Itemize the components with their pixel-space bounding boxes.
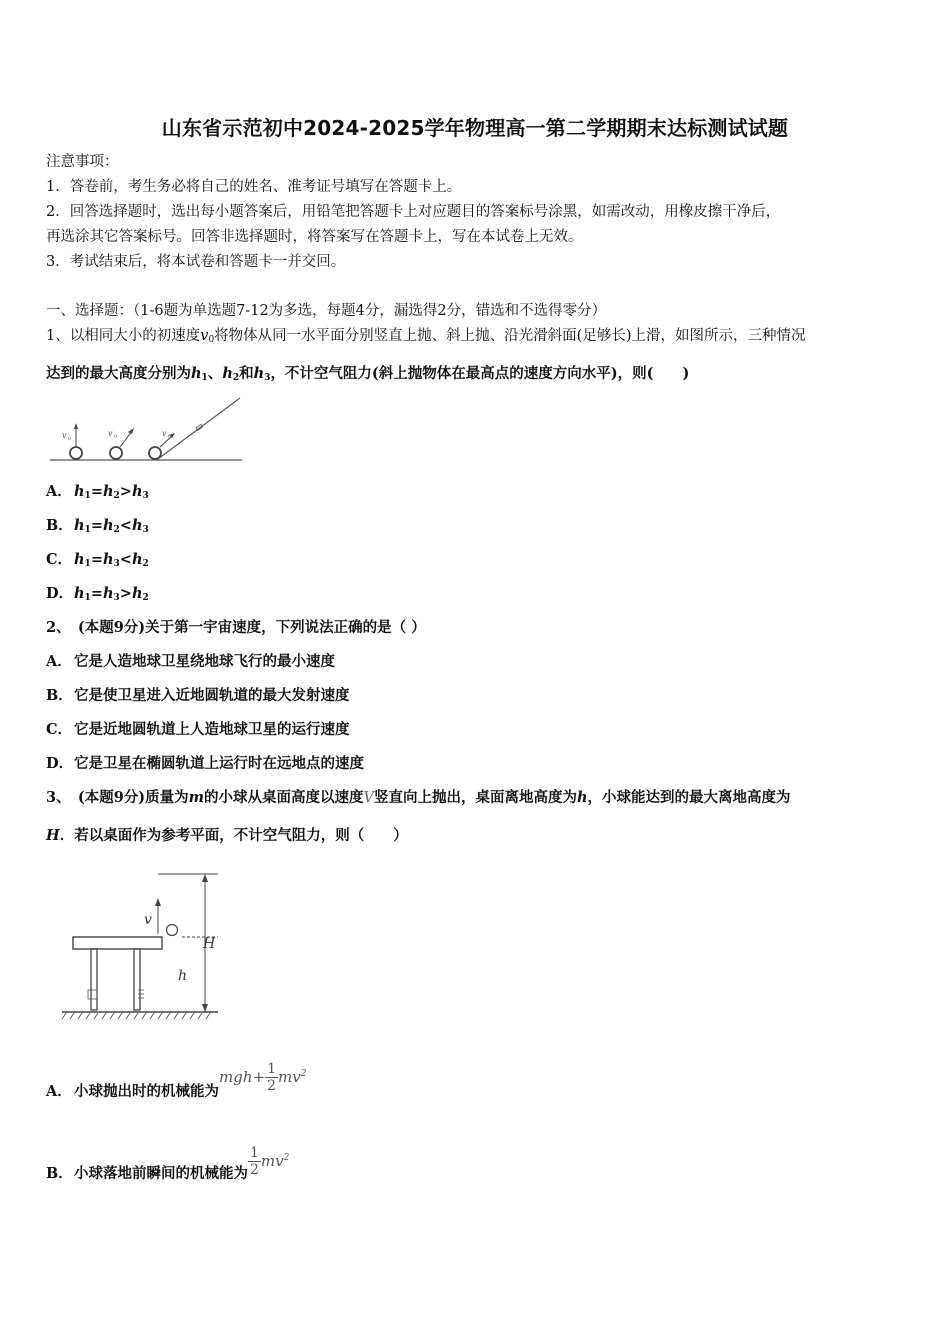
q1-stem-line1: 1、以相同大小的初速度$v_0$将物体从同一水平面分别竖直上抛、斜上抛、沿光滑斜面(足够长)上滑，如图所示，三种情况 xyxy=(46,328,806,345)
q3-figure xyxy=(58,866,228,1022)
q2-option-d: D．它是卫星在椭圆轨道上运行时在远地点的速度 xyxy=(46,755,364,772)
q3-option-b: B．小球落地前瞬间的机械能为 $\frac{1}{2}$ $mv^2$ xyxy=(46,1145,290,1182)
q2-stem: 2、 (本题9分)关于第一宇宙速度，下列说法正确的是（ ） xyxy=(46,619,426,636)
q1-option-b: B．$h_1=h_2<h_3$ xyxy=(46,517,149,535)
v0-label-sub: 0 xyxy=(168,434,172,440)
v0-label-sub: 0 xyxy=(68,436,72,442)
v0-label: v xyxy=(62,431,67,440)
q1-figure xyxy=(48,396,248,466)
v0-label: v xyxy=(162,429,167,438)
notice-heading: 注意事项： xyxy=(46,154,119,170)
notice-item: 再选涂其它答案标号。回答非选择题时，将答案写在答题卡上，写在本试卷上无效。 xyxy=(46,229,583,245)
q2-option-c: C． 它是近地圆轨道上人造地球卫星的运行速度 xyxy=(46,721,350,738)
notice-item: 2．回答选择题时，选出每小题答案后，用铅笔把答题卡上对应题目的答案标号涂黑，如需改动，用橡皮擦干净后， xyxy=(46,204,781,220)
q3-stem-line2: H．若以桌面作为参考平面，不计空气阻力，则（ ） xyxy=(46,827,408,844)
notice-item: 3．考试结束后，将本试卷和答题卡一并交回。 xyxy=(46,254,346,270)
h-label: h xyxy=(178,968,188,984)
v0-label: v xyxy=(108,429,113,438)
v0-label-sub: 0 xyxy=(114,434,118,440)
v-label: v xyxy=(144,912,152,928)
q1-option-c: C． $h_1=h_3<h_2$ xyxy=(46,551,149,569)
q3-stem-line1: 3、 (本题9分)质量为m的小球从桌面高度以速度V竖直向上抛出，桌面离地高度为h，小球能达到的最大离地高度为 xyxy=(46,789,791,806)
q2-option-b: B．它是使卫星进入近地圆轨道的最大发射速度 xyxy=(46,687,350,704)
q1-stem-line2: 达到的最大高度分别为$h_1$、$h_2$和$h_3$，不计空气阻力(斜上抛物体在最高点的速度方向水平)，则( ) xyxy=(46,365,690,383)
q3-option-a: A． 小球抛出时的机械能为mgh+ $\frac{1}{2}$ $mv^2$ xyxy=(46,1061,307,1100)
section-heading: 一、选择题：（1-6题为单选题7-12为多选，每题4分，漏选得2分，错选和不选得零分） xyxy=(46,303,607,319)
H-label: H xyxy=(203,936,216,952)
q2-option-a: A． 它是人造地球卫星绕地球飞行的最小速度 xyxy=(46,653,335,670)
page-title: 山东省示范初中2024-2025学年物理高一第二学期期末达标测试试题 xyxy=(161,116,789,140)
q1-option-d: D．$h_1=h_3>h_2$ xyxy=(46,585,149,603)
q1-option-a: A． $h_1=h_2>h_3$ xyxy=(46,483,149,501)
notice-item: 1．答卷前，考生务必将自己的姓名、准考证号填写在答题卡上。 xyxy=(46,179,462,195)
